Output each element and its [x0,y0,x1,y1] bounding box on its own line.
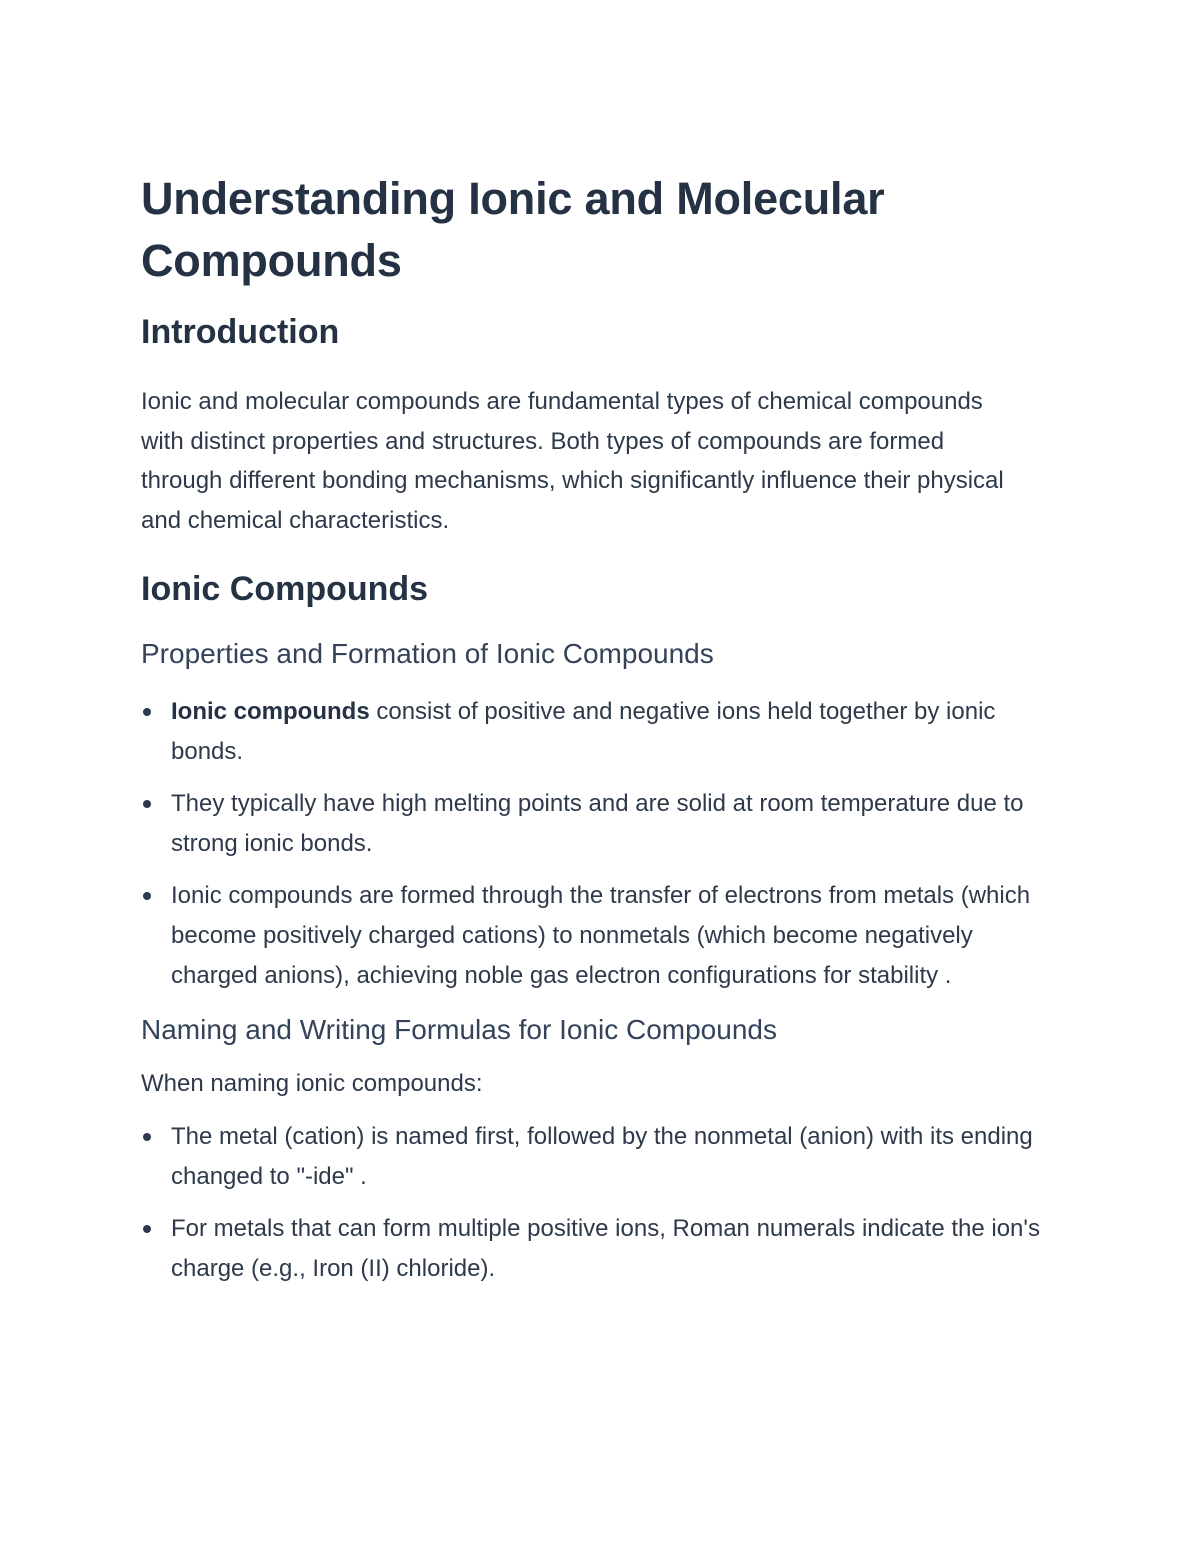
naming-subheading: Naming and Writing Formulas for Ionic Compounds [141,1014,777,1045]
bullet-dot-icon [143,800,151,808]
document-page [141,168,1071,1301]
list-item-text: consist of positive and negative ions held together by ionic bonds. [171,698,996,765]
list-item-text: The metal (cation) is named first, followed by the nonmetal (anion) with its ending changed to "-ide" . [171,1122,1033,1190]
properties-bullet-list [141,692,1071,996]
bold-term: Ionic compounds [171,698,370,725]
list-item [141,692,1066,772]
bullet-dot-icon [143,708,151,716]
list-item [141,876,1066,996]
list-item [141,1117,1066,1197]
bullet-dot-icon [143,1225,151,1233]
naming-bullet-list [141,1117,1071,1289]
bullet-dot-icon [143,892,151,900]
list-item-text: They typically have high melting points and are solid at room temperature due to strong ionic bonds. [171,790,1024,857]
list-item [141,1209,1066,1289]
list-item-text: Ionic compounds are formed through the transfer of electrons from metals (which become positively charged cations) to nonmetals (which become negatively charged anions), achieving noble gas electron configurations for stability . [171,882,1031,989]
properties-subheading: Properties and Formation of Ionic Compounds [141,638,714,669]
introduction-heading: Introduction [141,313,340,351]
bullet-dot-icon [143,1133,151,1141]
naming-lead-text: When naming ionic compounds: [141,1070,483,1097]
document-title: Understanding Ionic and Molecular Compounds [141,173,885,286]
introduction-paragraph: Ionic and molecular compounds are fundamental types of chemical compounds with distinct properties and structures. Both types of compounds are formed through different bonding mechanisms, which significantly influence their physical and chemical characteristics. [141,388,1004,534]
ionic-compounds-heading: Ionic Compounds [141,570,429,608]
list-item-text: For metals that can form multiple positive ions, Roman numerals indicate the ion's charge (e.g., Iron (II) chloride). [171,1214,1040,1282]
list-item [141,784,1066,864]
